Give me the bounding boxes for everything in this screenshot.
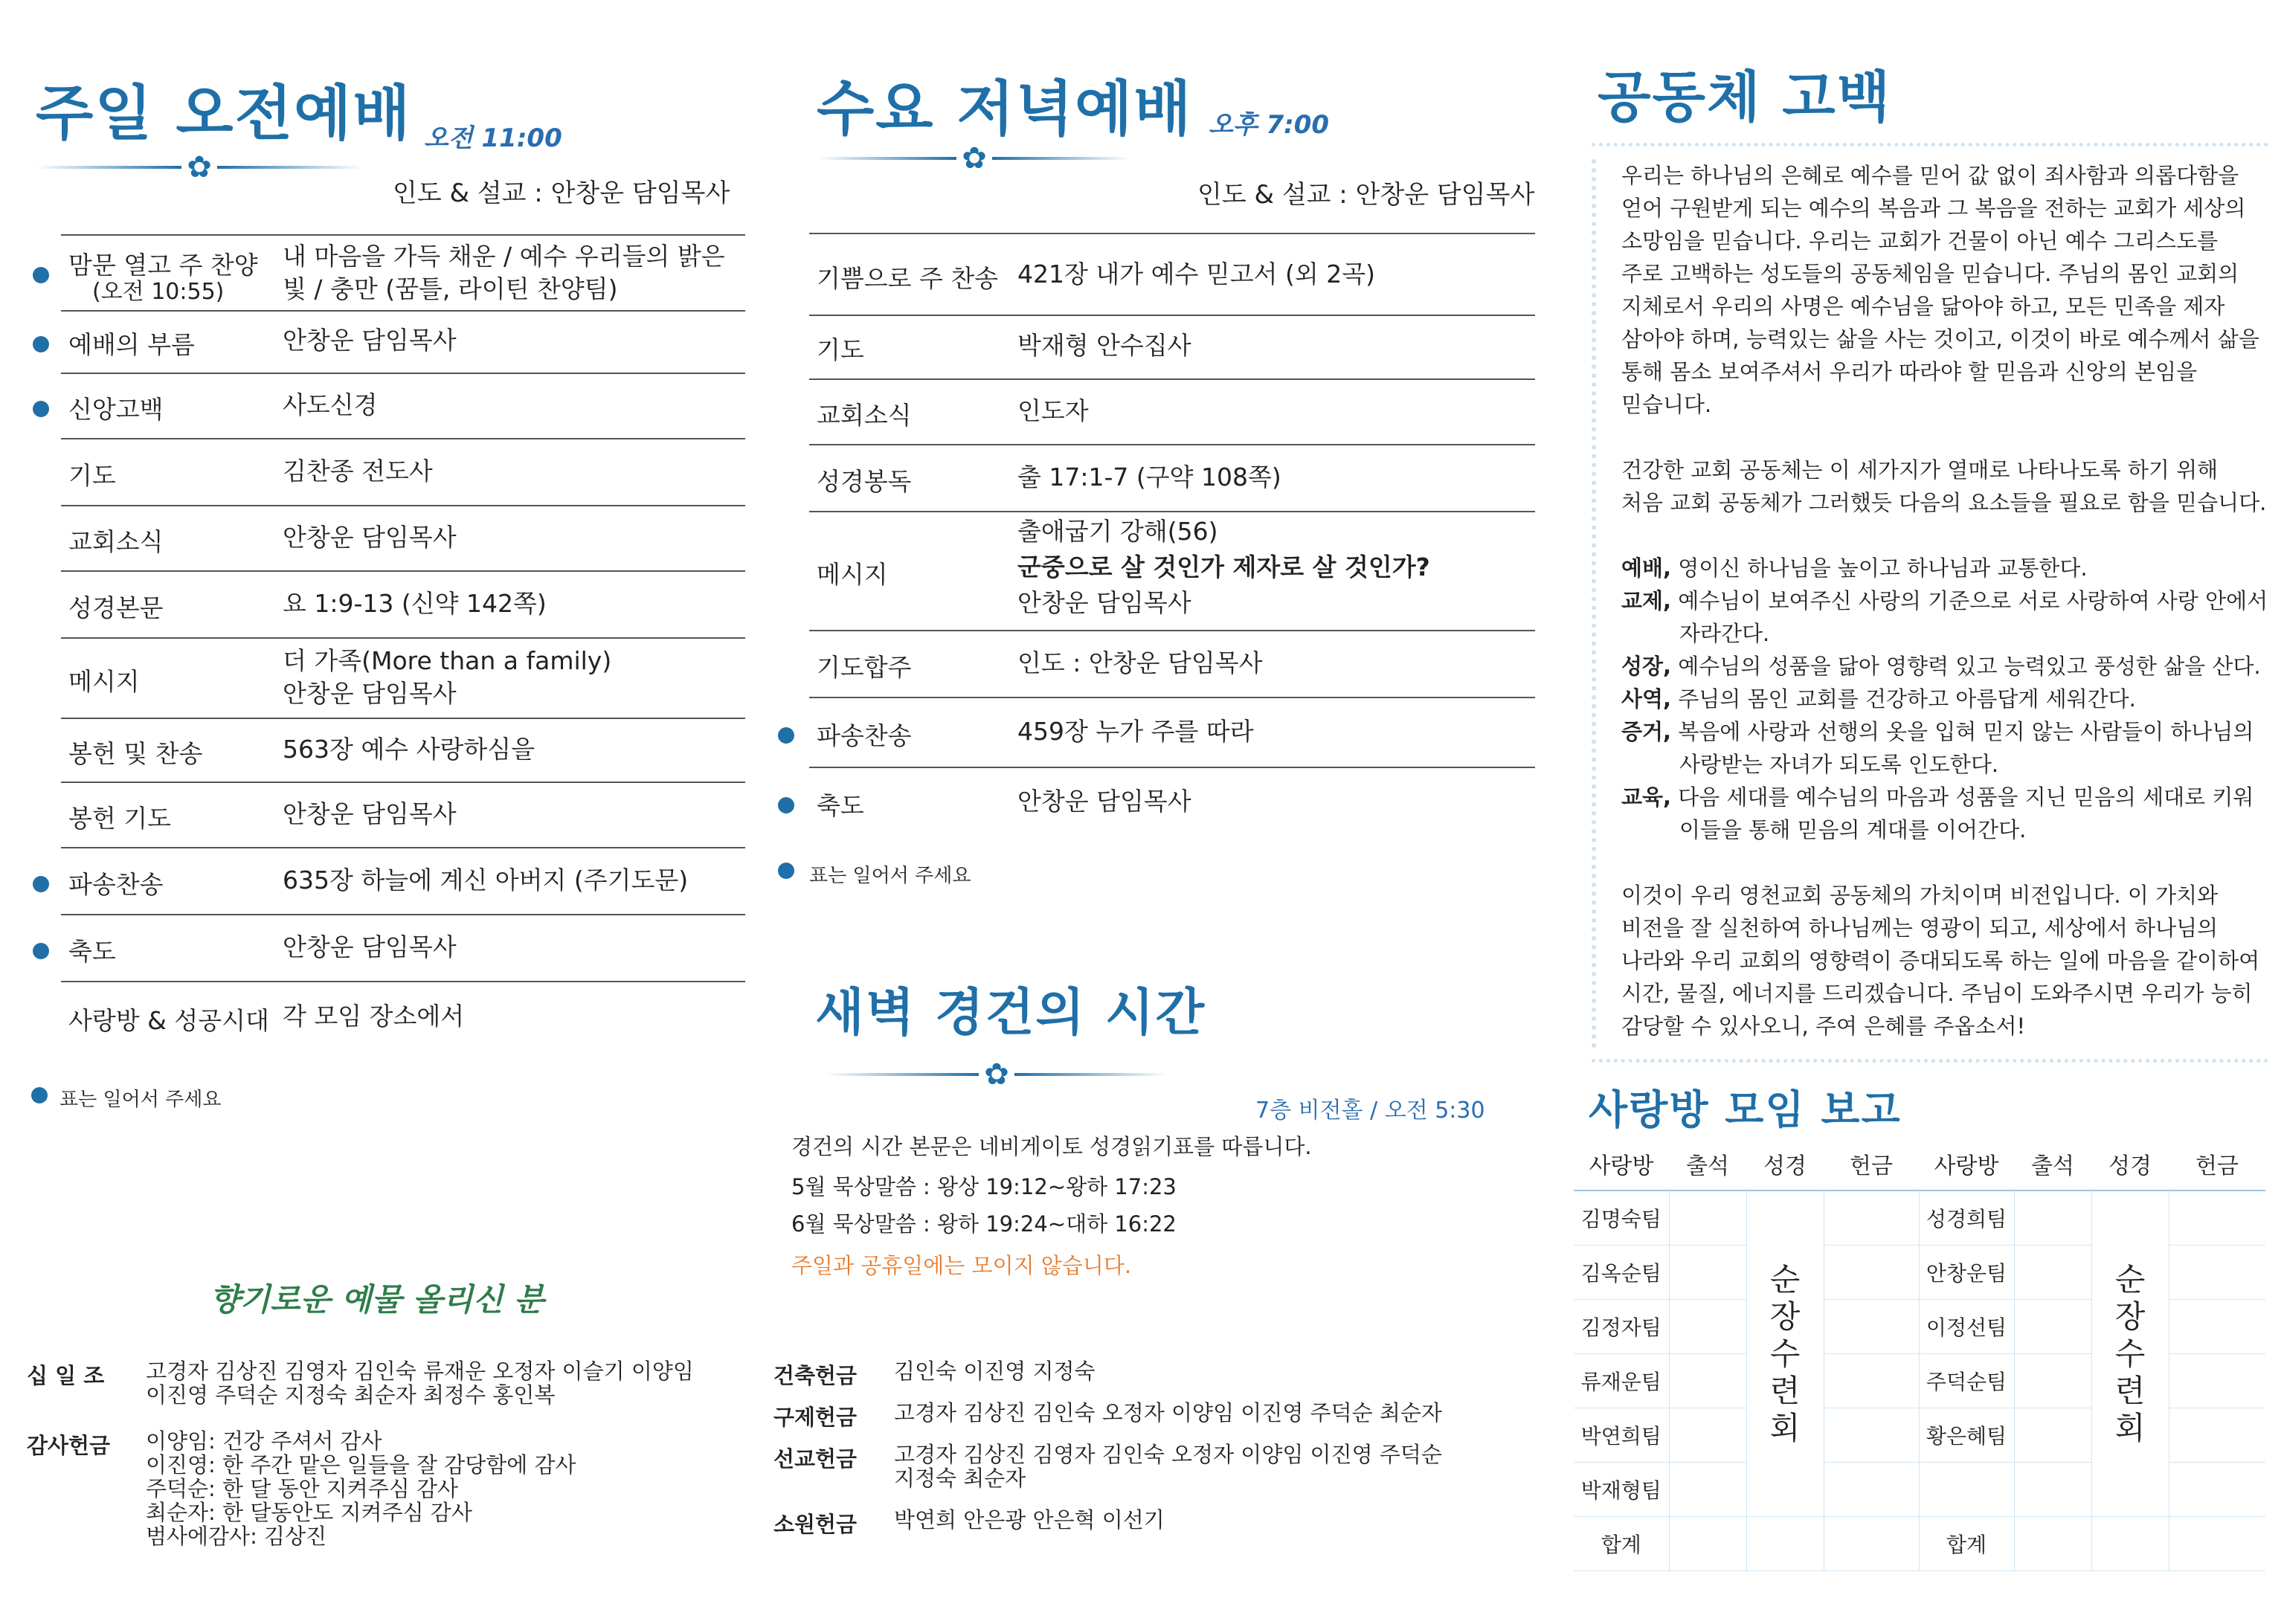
confession-item-text: 예수님의 성품을 닮아 영향력 있고 능력있고 풍성한 삶을 산다.: [1671, 654, 2261, 679]
wednesday-leader: 인도 & 설교 : 안창운 담임목사: [1197, 180, 1535, 210]
worship-label: 기도합주: [817, 653, 912, 682]
confession-item-key: 교제,: [1621, 588, 1672, 613]
confession-line: 건강한 교회 공동체는 이 세가지가 열매로 나타나도록 하기 위해: [1621, 457, 2219, 483]
worship-value: 내 마음을 가득 채운 / 예수 우리들의 밝은: [283, 242, 725, 271]
worship-row: [809, 767, 1535, 837]
worship-value: 안창운 담임목사: [283, 326, 457, 355]
report-vertical: [1746, 1190, 1824, 1517]
dawn-line-1: 경건의 시간 본문은 네비게이토 성경읽기표를 따릅니다.: [791, 1134, 1312, 1159]
worship-label: 파송찬송: [68, 870, 164, 899]
worship-value: 421장 내가 예수 믿고서 (외 2곡): [1017, 260, 1375, 289]
report-attendance: [2014, 1463, 2091, 1517]
offering-names: 범사에감사: 김상진: [146, 1524, 327, 1549]
worship-label: 봉헌 기도: [68, 804, 172, 833]
confession-line: 지체로서 우리의 사명은 예수님을 닮아야 하고, 모든 민족을 제자: [1621, 294, 2225, 319]
report-row: [1574, 1517, 2265, 1571]
report-team: 안창운팀: [1919, 1246, 2014, 1300]
sunday-order-table: [61, 234, 745, 1035]
offering-names: 박연희 안은광 안은혁 이선기: [894, 1507, 1165, 1533]
confession-item-key: 성장,: [1621, 654, 1672, 679]
worship-value: 안창운 담임목사: [283, 679, 457, 708]
vertical-char: 련: [2114, 1372, 2146, 1409]
offering-label: 구제헌금: [773, 1405, 858, 1430]
worship-value: 요 1:9-13 (신약 142쪽): [283, 589, 547, 618]
sunday-note: 표는 일어서 주세요: [59, 1089, 222, 1111]
report-header: 출석: [1669, 1138, 1746, 1190]
dawn-ornament: [826, 1057, 1168, 1092]
report-attendance: [1669, 1463, 1746, 1517]
report-header-row: [1574, 1138, 2265, 1190]
bullet-icon: [33, 267, 49, 283]
worship-row: [61, 718, 745, 783]
offering-names: 지정숙 최순자: [894, 1466, 1026, 1491]
worship-value: 인도자: [1017, 396, 1089, 425]
wednesday-title: 수요 저녁예배: [817, 74, 1193, 144]
dawn-notice: 주일과 공휴일에는 모이지 않습니다.: [791, 1253, 1132, 1278]
worship-row: [61, 570, 745, 639]
offering-names: 이진영: 한 주간 맡은 일들을 잘 감당함에 감사: [146, 1452, 576, 1478]
worship-row: [809, 233, 1535, 316]
offering-label: 건축헌금: [773, 1363, 858, 1388]
worship-label: 기도: [817, 335, 864, 364]
report-attendance: [1669, 1408, 1746, 1463]
worship-row: [809, 444, 1535, 512]
worship-label: 메시지: [817, 560, 888, 589]
report-team: 박연희팀: [1574, 1408, 1669, 1463]
worship-value: 안창운 담임목사: [1017, 588, 1191, 617]
worship-value: 안창운 담임목사: [1017, 787, 1191, 816]
report-attendance: [1669, 1354, 1746, 1408]
bullet-icon: [778, 863, 794, 879]
worship-row: [61, 782, 745, 848]
confession-item: [1621, 552, 2284, 584]
report-attendance: [2014, 1246, 2091, 1300]
offering-names: 이진영 주덕순 지정숙 최순자 최정수 홍인복: [146, 1382, 556, 1408]
worship-value: 안창운 담임목사: [283, 932, 457, 961]
report-offering: [2169, 1354, 2265, 1408]
bullet-icon: [33, 401, 49, 417]
report-team: 김명숙팀: [1574, 1190, 1669, 1246]
report-team: 류재운팀: [1574, 1354, 1669, 1408]
report-offering: [1824, 1190, 1919, 1246]
report-attendance: [1669, 1190, 1746, 1246]
confession-line: 비전을 잘 실천하여 하나님께는 영광이 되고, 세상에서 하나님의: [1621, 915, 2219, 941]
worship-row: [61, 914, 745, 982]
worship-value: 459장 누가 주를 따라: [1017, 717, 1254, 746]
confession-item-text: 주님의 몸인 교회를 건강하고 아름답게 세워간다.: [1671, 686, 2136, 712]
bullet-icon: [778, 727, 794, 744]
report-offering: [2169, 1190, 2265, 1246]
confession-line: 삼아야 하며, 능력있는 삶을 사는 것이고, 이것이 바로 예수께서 삶을: [1621, 326, 2259, 352]
report-offering: [1824, 1300, 1919, 1354]
worship-value: 출애굽기 강해(56): [1017, 517, 1218, 546]
report-attendance: [1669, 1300, 1746, 1354]
worship-label: 기쁨으로 주 찬송: [817, 264, 999, 293]
confession-item: [1621, 683, 2284, 715]
report-offering: [1824, 1246, 1919, 1300]
report-attendance: [1669, 1517, 1746, 1571]
report-team: 김정자팀: [1574, 1300, 1669, 1354]
offering-label: 소원헌금: [773, 1512, 858, 1537]
vertical-char: 회: [1769, 1409, 1801, 1446]
report-table: [1574, 1138, 2265, 1571]
report-offering: [1824, 1408, 1919, 1463]
confession-item: [1621, 650, 2284, 683]
offering-names: 최순자: 한 달동안도 지켜주심 감사: [146, 1500, 472, 1525]
worship-row: [61, 234, 745, 312]
report-team: 박재형팀: [1574, 1463, 1669, 1517]
worship-value: 군중으로 살 것인가 제자로 살 것인가?: [1017, 552, 1430, 581]
worship-label: 축도: [68, 937, 116, 966]
worship-row: [61, 847, 745, 915]
confession-spacer: [1621, 846, 2284, 879]
vertical-char: 장: [2114, 1298, 2146, 1335]
offering-names: 고경자 김상진 김인숙 오정자 이양임 이진영 주덕순 최순자: [894, 1400, 1442, 1425]
report-attendance: [2014, 1354, 2091, 1408]
report-row: [1574, 1190, 2265, 1246]
worship-row: [61, 438, 745, 506]
vertical-char: 회: [2114, 1409, 2146, 1446]
worship-value: 안창운 담임목사: [283, 799, 457, 828]
vertical-char: 련: [1769, 1372, 1801, 1409]
worship-label: 신앙고백: [68, 395, 164, 424]
worship-value: 김찬종 전도사: [283, 457, 433, 486]
report-header: 사랑방: [1574, 1138, 1669, 1190]
confession-item-key: 사역,: [1621, 686, 1672, 712]
report-bible: [1746, 1517, 1824, 1571]
worship-label: 봉헌 및 찬송: [68, 739, 203, 768]
offering-label: 감사헌금: [27, 1433, 111, 1458]
offering-label: 선교헌금: [773, 1446, 858, 1472]
report-offering: [2169, 1463, 2265, 1517]
vertical-char: 장: [1769, 1298, 1801, 1335]
confession-bottom-dots: [1592, 1059, 2268, 1073]
report-header: 헌금: [2169, 1138, 2265, 1190]
report-team: 합계: [1574, 1517, 1669, 1571]
worship-label: 성경본문: [68, 593, 164, 622]
worship-value: 사도신경: [283, 390, 378, 419]
wednesday-order-table: [809, 233, 1535, 820]
bullet-icon: [778, 797, 794, 813]
offering-title: 향기로운 예물 올리신 분: [210, 1281, 544, 1318]
report-title: 사랑방 모임 보고: [1589, 1086, 1902, 1133]
worship-value: 빛 / 충만 (꿈틀, 라이틴 찬양팀): [283, 274, 618, 303]
worship-value: 안창운 담임목사: [283, 523, 457, 552]
worship-value: 635장 하늘에 계신 아버지 (주기도문): [283, 866, 689, 895]
offering-names: 고경자 김상진 김영자 김인숙 류재운 오정자 이슬기 이양임: [146, 1359, 694, 1384]
confession-item: [1621, 584, 2284, 617]
worship-value: 박재형 안수집사: [1017, 331, 1191, 360]
dawn-line-3: 6월 묵상말씀 : 왕하 19:24~대하 16:22: [791, 1211, 1177, 1237]
offering-label: 십 일 조: [27, 1363, 105, 1388]
dawn-line-2: 5월 묵상말씀 : 왕상 19:12~왕하 17:23: [791, 1174, 1177, 1199]
vertical-char: 순: [2114, 1260, 2146, 1298]
worship-row: [61, 981, 745, 1052]
vertical-char: 수: [1769, 1335, 1801, 1372]
confession-item-text: 복음에 사랑과 선행의 옷을 입혀 믿지 않는 사람들이 하나님의: [1671, 719, 2254, 744]
report-header: 성경: [2091, 1138, 2169, 1190]
report-offering: [2169, 1408, 2265, 1463]
bullet-icon: [33, 876, 49, 892]
report-header: 사랑방: [1919, 1138, 2014, 1190]
offering-names: 주덕순: 한 달 동안 지켜주심 감사: [146, 1476, 459, 1501]
confession-box: [1592, 159, 2284, 1048]
flower-icon: ✿: [187, 150, 212, 184]
confession-item-text: 다음 세대를 예수님의 마음과 성품을 지닌 믿음의 세대로 키워: [1671, 784, 2254, 810]
flower-icon: ✿: [962, 141, 987, 175]
worship-row: [61, 309, 745, 374]
confession-line: 시간, 물질, 에너지를 드리겠습니다. 주님이 도와주시면 우리가 능히: [1621, 981, 2253, 1006]
report-offering: [2169, 1246, 2265, 1300]
worship-label: 사랑방 & 성공시대: [68, 1006, 269, 1035]
worship-row: [61, 637, 745, 719]
wednesday-ornament: [818, 141, 1130, 175]
confession-line: 통해 몸소 보여주셔서 우리가 따라야 할 믿음과 신앙의 본임을: [1621, 359, 2198, 384]
offering-names: 고경자 김상진 김영자 김인숙 오정자 이양임 이진영 주덕순: [894, 1442, 1442, 1467]
worship-row: [61, 505, 745, 572]
worship-label: 기도: [68, 461, 116, 490]
worship-label: 교회소식: [817, 401, 912, 430]
flower-icon: ✿: [984, 1057, 1009, 1092]
worship-row: [809, 630, 1535, 698]
confession-line: 주로 고백하는 성도들의 공동체임을 믿습니다. 주님의 몸인 교회의: [1621, 261, 2239, 286]
worship-label: 축도: [817, 791, 864, 820]
report-offering: [1824, 1463, 1919, 1517]
confession-item: [1621, 715, 2284, 748]
confession-item-cont: 자라간다.: [1679, 621, 1770, 646]
worship-label: 메시지: [68, 667, 140, 696]
report-attendance: [2014, 1190, 2091, 1246]
confession-line: 우리는 하나님의 은혜로 예수를 믿어 값 없이 죄사함과 의롭다함을: [1621, 163, 2239, 188]
report-attendance: [2014, 1517, 2091, 1571]
offering-names: 이양임: 건강 주셔서 감사: [146, 1428, 382, 1454]
report-team: 황은혜팀: [1919, 1408, 2014, 1463]
confession-item-key: 교육,: [1621, 784, 1672, 810]
worship-row: [809, 313, 1535, 380]
report-offering: [1824, 1517, 1919, 1571]
worship-value: 인도 : 안창운 담임목사: [1017, 648, 1263, 677]
worship-label: 맘문 열고 주 찬양: [68, 251, 258, 280]
confession-line: 처음 교회 공동체가 그러했듯 다음의 요소들을 필요로 함을 믿습니다.: [1621, 490, 2267, 515]
worship-row: [809, 511, 1535, 631]
vertical-char: 순: [1769, 1260, 1801, 1298]
report-team: 성경희팀: [1919, 1190, 2014, 1246]
confession-line: 나라와 우리 교회의 영향력이 증대되도록 하는 일에 마음을 같이하여: [1621, 948, 2260, 973]
confession-item: [1621, 781, 2284, 813]
offering-names: 김인숙 이진영 지정숙: [894, 1359, 1096, 1384]
report-vertical: [2091, 1190, 2169, 1517]
worship-label: 교회소식: [68, 527, 164, 556]
sunday-title: 주일 오전예배: [36, 79, 412, 148]
worship-row: [809, 697, 1535, 768]
worship-value: 563장 예수 사랑하심을: [283, 735, 535, 764]
confession-item-cont: 이들을 통해 믿음의 계대를 이어간다.: [1679, 817, 2027, 842]
worship-value: 더 가족(More than a family): [283, 646, 612, 675]
report-header: 성경: [1746, 1138, 1824, 1190]
wednesday-time: 오후 7:00: [1209, 110, 1330, 140]
confession-top-dots: [1592, 143, 2268, 157]
report-header: 출석: [2014, 1138, 2091, 1190]
worship-row: [809, 378, 1535, 445]
report-bible: [2091, 1517, 2169, 1571]
report-offering: [1824, 1354, 1919, 1408]
sunday-time: 오전 11:00: [424, 123, 562, 153]
report-team: [1919, 1463, 2014, 1517]
confession-item-text: 예수님이 보여주신 사랑의 기준으로 서로 사랑하여 사랑 안에서: [1671, 588, 2268, 613]
worship-label-sub: (오전 10:55): [92, 279, 225, 305]
report-header: 헌금: [1824, 1138, 1919, 1190]
report-team: 합계: [1919, 1517, 2014, 1571]
confession-spacer: [1621, 519, 2284, 552]
sunday-ornament: [36, 152, 363, 182]
dawn-title: 새벽 경건의 시간: [815, 984, 1206, 1043]
confession-item-cont: 사랑받는 자녀가 되도록 인도한다.: [1679, 752, 1999, 777]
confession-line: 이것이 우리 영천교회 공동체의 가치이며 비전입니다. 이 가치와: [1621, 883, 2219, 908]
report-attendance: [2014, 1408, 2091, 1463]
confession-spacer: [1621, 421, 2284, 454]
report-team: 주덕순팀: [1919, 1354, 2014, 1408]
report-offering: [2169, 1300, 2265, 1354]
confession-line: 믿습니다.: [1621, 392, 1712, 417]
vertical-char: 수: [2114, 1335, 2146, 1372]
report-offering: [2169, 1517, 2265, 1571]
bullet-icon: [33, 336, 49, 352]
worship-value: 각 모임 장소에서: [283, 1002, 465, 1031]
report-team: 김옥순팀: [1574, 1246, 1669, 1300]
confession-line: 얻어 구원받게 되는 예수의 복음과 그 복음을 전하는 교회가 세상의: [1621, 196, 2246, 221]
report-team: 이정선팀: [1919, 1300, 2014, 1354]
confession-title: 공동체 고백: [1598, 65, 1892, 129]
confession-item-key: 증거,: [1621, 719, 1672, 744]
worship-value: 출 17:1-7 (구약 108쪽): [1017, 463, 1281, 492]
worship-row: [61, 373, 745, 439]
worship-label: 성경봉독: [817, 467, 912, 496]
report-attendance: [2014, 1300, 2091, 1354]
sunday-leader: 인도 & 설교 : 안창운 담임목사: [393, 178, 730, 208]
confession-line: 감당할 수 있사오니, 주여 은혜를 주옵소서!: [1621, 1014, 2026, 1039]
dawn-place: 7층 비전홀 / 오전 5:30: [1255, 1098, 1485, 1124]
worship-label: 파송찬송: [817, 721, 912, 750]
confession-item-text: 영이신 하나님을 높이고 하나님과 교통한다.: [1671, 555, 2088, 581]
confession-line: 소망임을 믿습니다. 우리는 교회가 건물이 아닌 예수 그리스도를: [1621, 228, 2219, 254]
wednesday-note: 표는 일어서 주세요: [809, 865, 971, 887]
bullet-icon: [33, 943, 49, 959]
confession-item-key: 예배,: [1621, 555, 1672, 581]
bullet-icon: [31, 1087, 48, 1103]
worship-label: 예배의 부름: [68, 330, 195, 359]
report-attendance: [1669, 1246, 1746, 1300]
